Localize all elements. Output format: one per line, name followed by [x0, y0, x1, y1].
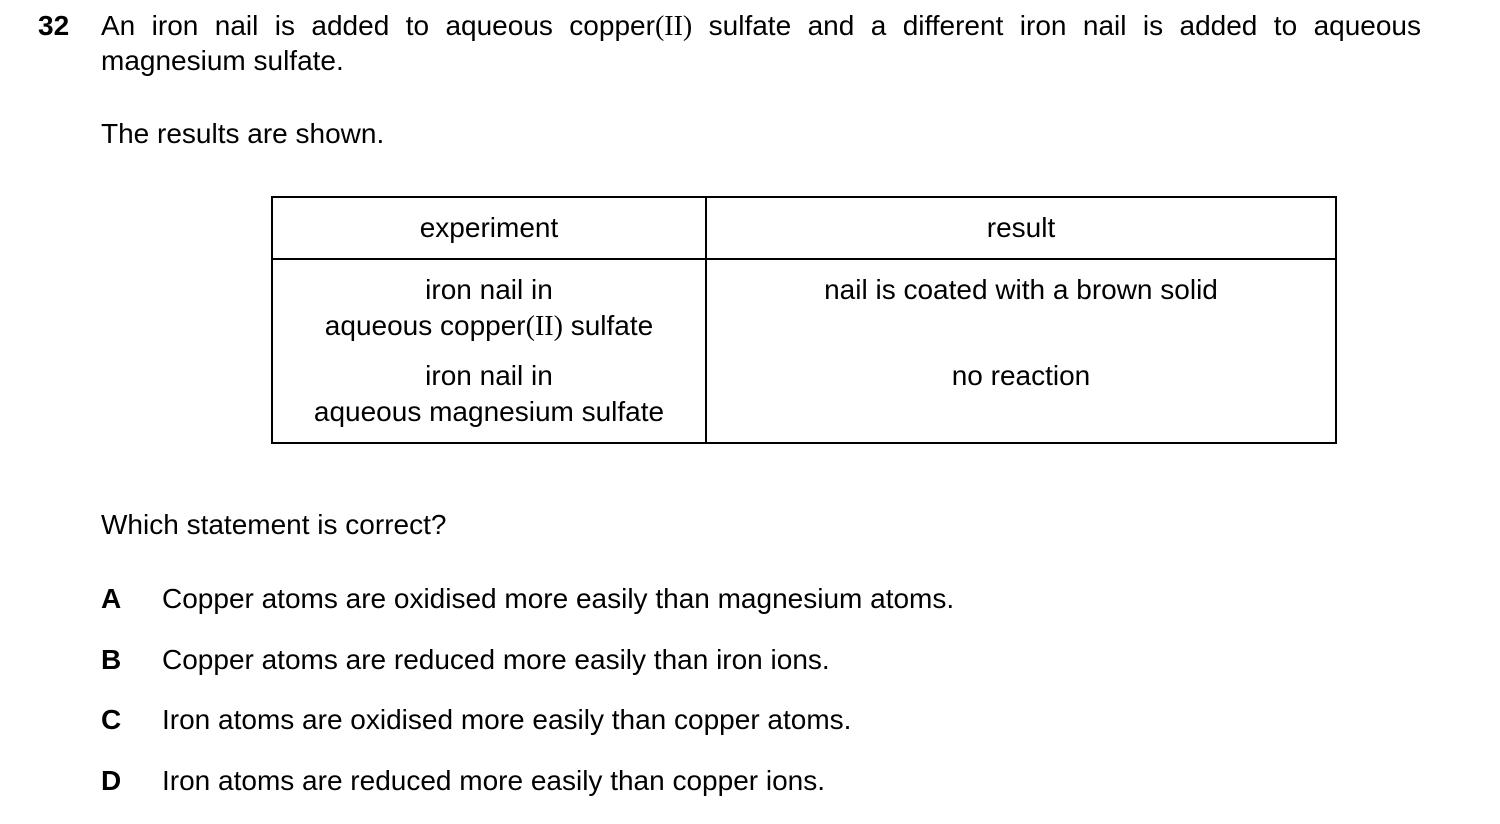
results-table — [271, 196, 1337, 444]
option-letter: A — [101, 583, 122, 614]
header-experiment: experiment — [272, 197, 706, 259]
option-text: Copper atoms are reduced more easily than iron ions. — [162, 643, 830, 675]
option-text: Copper atoms are oxidised more easily than magnesium atoms. — [162, 583, 955, 614]
experiment-cell — [272, 358, 706, 443]
question-number: 32 — [38, 10, 70, 41]
experiment-roman-numeral: (II) — [525, 311, 563, 342]
table-row — [272, 358, 1336, 443]
option-letter: B — [101, 643, 122, 675]
experiment-cell — [272, 259, 706, 358]
option-letter: D — [101, 764, 122, 796]
table-header-row — [272, 197, 1336, 259]
intro-text: The results are shown. — [101, 118, 385, 149]
result-cell: no reaction — [706, 358, 1336, 443]
experiment-line-2: aqueous magnesium sulfate — [313, 396, 665, 427]
stem-roman-numeral: (II) — [654, 11, 693, 42]
experiment-line-2-post: sulfate — [562, 310, 654, 341]
result-cell: nail is coated with a brown solid — [706, 259, 1336, 358]
option-text: Iron atoms are oxidised more easily than copper atoms. — [162, 704, 852, 735]
option-text: Iron atoms are reduced more easily than copper ions. — [162, 764, 826, 796]
table-row — [272, 259, 1336, 358]
header-result: result — [706, 197, 1336, 259]
experiment-line-2 — [273, 308, 705, 345]
option-letter: C — [101, 704, 122, 735]
question-stem — [101, 9, 1421, 78]
stem-line-1 — [101, 9, 1421, 44]
experiment-line-2-pre: aqueous copper — [324, 310, 526, 341]
question-prompt: Which statement is correct? — [101, 509, 447, 540]
stem-line-2: magnesium sulfate. — [101, 45, 344, 76]
stem-text-part1: An iron nail is added to aqueous copper — [101, 10, 655, 41]
stem-text-part2: sulfate and a different iron nail is added to aqueous — [692, 10, 1421, 41]
experiment-line-1: iron nail in — [425, 274, 553, 305]
experiment-line-1: iron nail in — [425, 360, 553, 391]
